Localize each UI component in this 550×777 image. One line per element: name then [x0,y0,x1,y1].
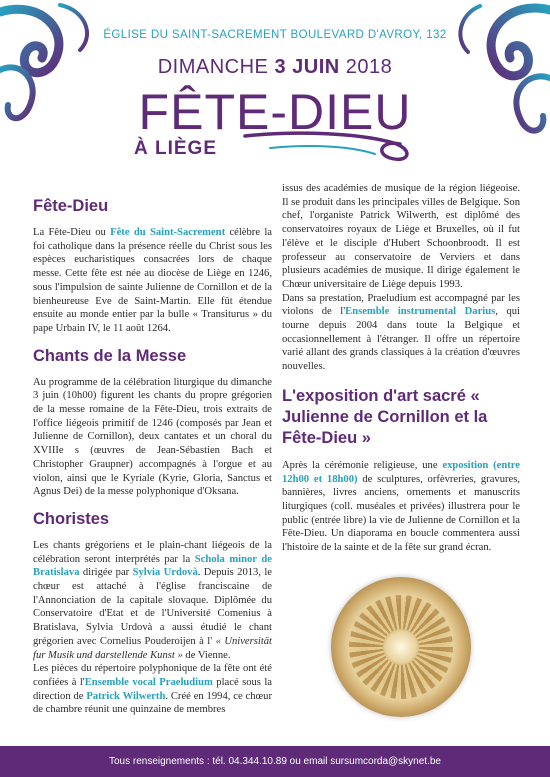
link-fete-saint-sacrement[interactable]: Fête du Saint-Sacrement [110,227,226,238]
page-title: FÊTE-DIEU [138,84,412,140]
monstrance-center [383,629,419,665]
section-heading: Chants de la Messe [33,346,187,365]
section-text: La Fête-Dieu ou Fête du Saint-Sacrement célèbre la foi catholique dans la présence réelle du Christ sous les espèces eucharistiques consacrées lors de chaque messe. Cette fête est née au diocèse de Liège en 1246, sous l'impulsion de sainte Julienne de Cornillon et de la bienheureuse Eve de Saint-Martin. Elle fût étendue ensuite au monde entier par la bulle « Transiturus » du pape Urbain IV, le 11 août 1264. [33,227,272,334]
monstrance-photo [331,577,471,717]
header [0,0,550,178]
section-fete-dieu [33,196,272,336]
link-schola-minor[interactable]: Schola minor de Bratislava [33,553,272,579]
section-heading: Choristes [33,509,110,528]
footer-contact: Tous renseignements : tél. 04.344.10.89 ou email sursumcorda@skynet.be [0,746,550,777]
link-sylvia-urdova[interactable]: Sylvia Urdovà [132,567,198,579]
section-text: Les chants grégoriens et le plain-chant liégeois de la célébration seront interprétés par la Schola minor de Bratislava dirigée par Sylvia Urdovà. Depuis 2013, le chœur est attaché à l'église franciscaine de l'Annonciation de la capitale slovaque. Diplômée du Conservatoire d'Etat et de l'Université Comenius à Bratislava, Sylvia Urdovà a aussi étudié le chant grégorien avec Cornelius Pouderoijen à l' « Universität fur Musik und darstellende Kunst » de Vienne. [33,539,273,661]
link-exposition[interactable]: exposition (entre 12h00 et 18h00) [282,459,520,485]
section-choristes-continued [282,182,520,374]
section-exposition [282,386,520,555]
left-column [33,182,272,717]
link-ensemble-praeludium[interactable]: Ensemble vocal Praeludium [84,676,213,688]
church-address: ÉGLISE DU SAINT-SACREMENT BOULEVARD D'AVROY, 132 [103,29,447,41]
section-heading: L'exposition d'art sacré « Julienne de Cornillon et la Fête-Dieu » [282,386,488,447]
section-choristes [33,509,272,717]
section-text: Au programme de la célébration liturgique du dimanche 3 juin (10h00) figurent les chants du propre grégorien de la messe romaine de la Fête-Dieu, trois extraits de l'office liégeois primitif de 1246 (composés par Jean et Julienne de Cornillon), deux cantates et un choral du XVIIIe s (œuvres de Jean-Sébastien Bach et Christopher Graupner) accompagnés à l'orgue et au violon, ainsi que le Kyriale (Kyrie, Gloria, Sanctus et Agnus Dei) de la messe polyphonique d'Oksana. [33,376,272,498]
section-text: issus des académies de musique de la région liégeoise. Il se produit dans les principales villes de Belgique. Son chef, l'organiste Patrick Wilwerth, est diplômé des conservatoires royaux de Liège et Bruxelles, où il fut l'élève et le disciple d'Hubert Schoonbroodt. Il est professeur au conservatoire de Verviers et dans plusieurs académies de musique. Il dirige également le Chœur universitaire de Liège depuis 1993. [282,183,520,290]
section-heading: Fête-Dieu [33,197,109,215]
section-text: Après la cérémonie religieuse, une exposition (entre 12h00 et 18h00) de sculptures, orfèvreries, gravures, bannières, livres anciens, ornements et manuscrits liturgiques (coll. muséales et privées) illustrera pour le public (entrée libre) la vie de Julienne de Cornillon et la Fête-Dieu. Un diaporama en boucle commentera aussi l'histoire de la sainte et de la fête sur grand écran. [282,459,520,554]
link-ensemble-darius[interactable]: Ensemble instrumental Darius [345,306,496,318]
section-text: Les pièces du répertoire polyphonique de la fête ont été confiées à l'Ensemble vocal Praeludium placé sous la direction de Patrick Wilwerth. Créé en 1994, ce chœur de chambre réunit une quinzaine de membres [33,663,272,716]
right-column [282,182,520,717]
section-text: Dans sa prestation, Praeludium est accompagné par les violons de l'Ensemble instrumental Darius, qui tourne depuis 2004 dans toute la Belgique et occasionnellement à l'étranger. Il offre un répertoire varié allant des grands classiques à la création d'œuvres nouvelles. [282,292,520,373]
link-patrick-wilwerth[interactable]: Patrick Wilwerth [86,690,166,702]
event-date: DIMANCHE 3 JUIN 2018 [157,56,393,78]
section-chants [33,346,272,499]
page-subtitle: À LIÈGE [134,138,218,159]
